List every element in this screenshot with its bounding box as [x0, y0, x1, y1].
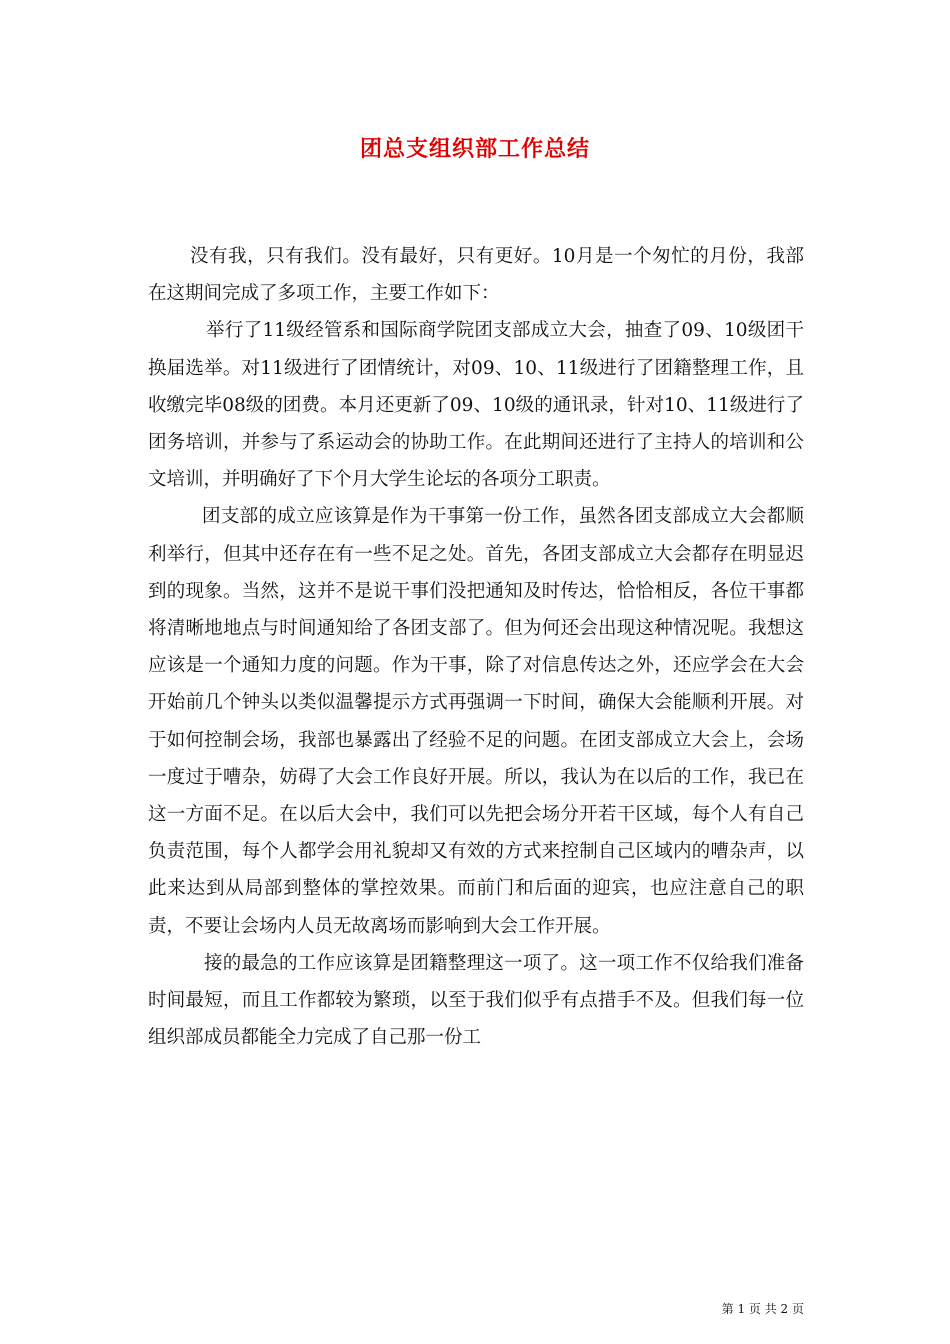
paragraph-branch-meeting: 团支部的成立应该算是作为干事第一份工作，虽然各团支部成立大会都顺利举行，但其中还存在有一些不足之处。首先，各团支部成立大会都存在明显迟到的现象。当然，这并不是说干事们没把通知及时传达，恰恰相反，各位干事都将清晰地地点与时间通知给了各团支部了。但为何还会出现这种情况呢。我想这应该是一个通知力度的问题。作为干事，除了对信息传达之外，还应学会在大会开始前几个钟头以类似温馨提示方式再强调一下时间，确保大会能顺利开展。对于如何控制会场，我部也暴露出了经验不足的问题。在团支部成立大会上，会场一度过于嘈杂，妨碍了大会工作良好开展。所以，我认为在以后的工作，我已在这一方面不足。在以后大会中，我们可以先把会场分开若干区域，每个人有自己负责范围，每个人都学会用礼貌却又有效的方式来控制自己区域内的嘈杂声，以此来达到从局部到整体的掌控效果。而前门和后面的迎宾，也应注意自己的职责，不要让会场内人员无故离场而影响到大会工作开展。	[148, 506, 804, 937]
paragraph-membership-records: 接的最急的工作应该算是团籍整理这一项了。这一项工作不仅给我们准备时间最短，而且工作都较为繁琐，以至于我们似乎有点措手不及。但我们每一位组织部成员都能全力完成了自己那一份工	[148, 952, 804, 1049]
document-body	[148, 238, 804, 1056]
page-number: 第 1 页 共 2 页	[721, 1302, 804, 1316]
paragraph-intro: 没有我，只有我们。没有最好，只有更好。10月是一个匆忙的月份，我部在这期间完成了多项工作，主要工作如下：	[148, 246, 804, 305]
document-title: 团总支组织部工作总结	[359, 136, 590, 162]
paragraph-work-list: 举行了11级经管系和国际商学院团支部成立大会，抽查了09、10级团干换届选举。对11级进行了团情统计，对09、10、11级进行了团籍整理工作，且收缴完毕08级的团费。本月还更新了09、10级的通讯录，针对10、11级进行了团务培训，并参与了系运动会的协助工作。在此期间还进行了主持人的培训和公文培训，并明确好了下个月大学生论坛的各项分工职责。	[148, 320, 804, 491]
